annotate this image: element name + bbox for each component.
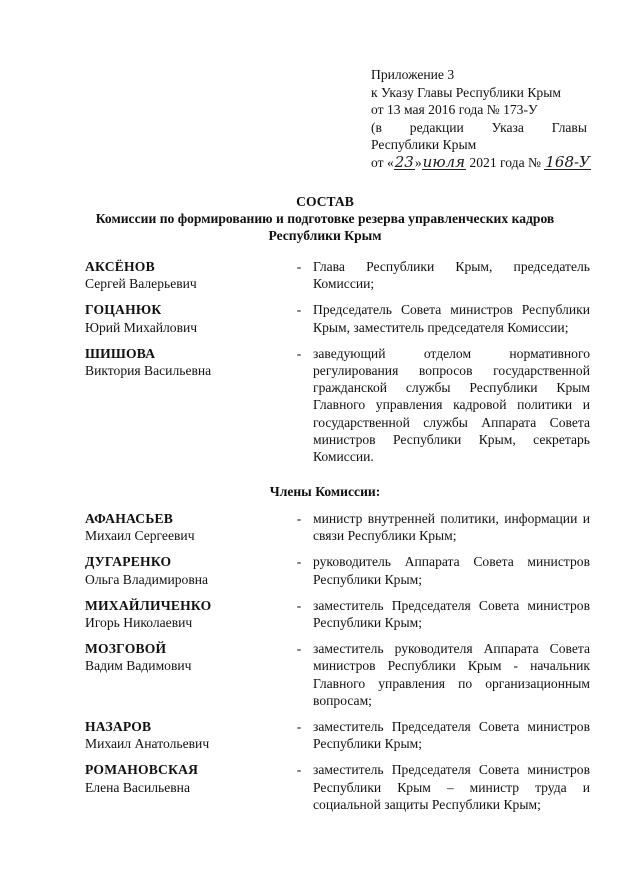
list-item bbox=[85, 510, 590, 544]
member-role: руководитель Аппарата Совета министров Республики Крым; bbox=[313, 554, 590, 587]
member-role: заместитель Председателя Совета министров Республики Крым; bbox=[313, 719, 590, 752]
member-role: Председатель Совета министров Республики Крым, заместитель председателя Комиссии; bbox=[313, 302, 590, 335]
members-heading: Члены Комиссии: bbox=[269, 484, 381, 499]
member-surname: МИХАЙЛИЧЕНКО bbox=[85, 597, 212, 613]
member-role: заведующий отделом нормативного регулирования вопросов государственной гражданской службы Республики Крым Главного управления кадровой политики и государственной службы Аппарата Совета министров Республики Крым, секретарь Комиссии. bbox=[313, 345, 590, 465]
member-surname: ДУГАРЕНКО bbox=[85, 554, 172, 570]
member-given-name: Вадим Вадимович bbox=[85, 658, 192, 674]
dash-separator: - bbox=[296, 302, 302, 318]
member-surname: НАЗАРОВ bbox=[85, 719, 152, 735]
list-item bbox=[85, 761, 590, 813]
leadership-list bbox=[85, 258, 590, 474]
revision-word: Главы bbox=[551, 119, 587, 135]
dash-separator: - bbox=[296, 345, 302, 361]
appendix-revision-date bbox=[371, 152, 590, 172]
member-name bbox=[85, 553, 285, 587]
title-main: СОСТАВ bbox=[296, 194, 354, 209]
dash-separator: - bbox=[296, 719, 302, 735]
revision-word: Указа bbox=[491, 119, 524, 135]
appendix-revision-line bbox=[371, 119, 587, 137]
member-surname: АКСЁНОВ bbox=[85, 259, 155, 274]
list-item bbox=[85, 553, 590, 587]
document-title bbox=[60, 193, 590, 244]
member-role: заместитель Председателя Совета министров Республики Крым; bbox=[313, 597, 590, 631]
members-list bbox=[85, 510, 590, 822]
member-given-name: Михаил Сергеевич bbox=[85, 528, 195, 544]
appendix-revision-republic: Республики Крым bbox=[371, 137, 477, 152]
handwritten-day: 23 bbox=[394, 152, 414, 171]
member-given-name: Сергей Валерьевич bbox=[85, 276, 197, 292]
member-role: заместитель руководителя Аппарата Совета министров Республики Крым - начальник Главного управления по организационным вопросам; bbox=[313, 641, 590, 708]
appendix-decree-date: от 13 мая 2016 года № 173-У bbox=[371, 102, 538, 117]
dash-separator: - bbox=[296, 259, 302, 274]
member-name bbox=[85, 258, 285, 292]
member-name bbox=[85, 345, 285, 465]
dash-separator: - bbox=[296, 762, 302, 778]
title-line-2: Комиссии по формированию и подготовке резерва управленческих кадров bbox=[95, 211, 555, 226]
date-year: 2021 года № bbox=[469, 154, 541, 170]
member-given-name: Ольга Владимировна bbox=[85, 571, 209, 587]
member-given-name: Игорь Николаевич bbox=[85, 615, 193, 631]
member-given-name: Виктория Васильевна bbox=[85, 363, 212, 379]
dash-separator: - bbox=[296, 641, 302, 657]
revision-word: (в bbox=[371, 119, 382, 135]
member-role: заместитель Председателя Совета министров Республики Крым – министр труда и социальной защиты Республики Крым; bbox=[313, 762, 590, 812]
list-item bbox=[85, 597, 590, 631]
appendix-number: Приложение 3 bbox=[371, 67, 455, 82]
list-item bbox=[85, 718, 590, 752]
handwritten-number: 168-У bbox=[545, 152, 590, 171]
appendix-header bbox=[371, 66, 590, 171]
member-given-name: Елена Васильевна bbox=[85, 779, 190, 795]
member-name bbox=[85, 510, 285, 544]
dash-separator: - bbox=[296, 511, 302, 526]
member-surname: АФАНАСЬЕВ bbox=[85, 511, 174, 526]
dash-separator: - bbox=[296, 597, 302, 613]
revision-word: редакции bbox=[409, 119, 464, 135]
member-given-name: Михаил Анатольевич bbox=[85, 736, 210, 752]
list-item bbox=[85, 301, 590, 335]
member-surname: МОЗГОВОЙ bbox=[85, 641, 167, 657]
member-role: министр внутренней политики, информации и связи Республики Крым; bbox=[313, 511, 590, 544]
appendix-decree-ref: к Указу Главы Республики Крым bbox=[371, 84, 561, 100]
title-line-3: Республики Крым bbox=[268, 228, 382, 243]
member-surname: ГОЦАНЮК bbox=[85, 302, 162, 318]
member-name bbox=[85, 640, 285, 709]
member-name bbox=[85, 597, 285, 631]
member-surname: РОМАНОВСКАЯ bbox=[85, 762, 199, 778]
member-name bbox=[85, 301, 285, 335]
member-given-name: Юрий Михайлович bbox=[85, 319, 198, 335]
date-prefix: от « bbox=[371, 154, 394, 170]
date-quote: » bbox=[414, 154, 422, 170]
dash-separator: - bbox=[296, 554, 302, 570]
member-name bbox=[85, 718, 285, 752]
list-item bbox=[85, 345, 590, 465]
member-role: Глава Республики Крым, председатель Комиссии; bbox=[313, 259, 590, 292]
member-name bbox=[85, 761, 285, 813]
member-surname: ШИШОВА bbox=[85, 345, 156, 361]
handwritten-month: июля bbox=[422, 152, 466, 171]
list-item bbox=[85, 258, 590, 292]
list-item bbox=[85, 640, 590, 709]
